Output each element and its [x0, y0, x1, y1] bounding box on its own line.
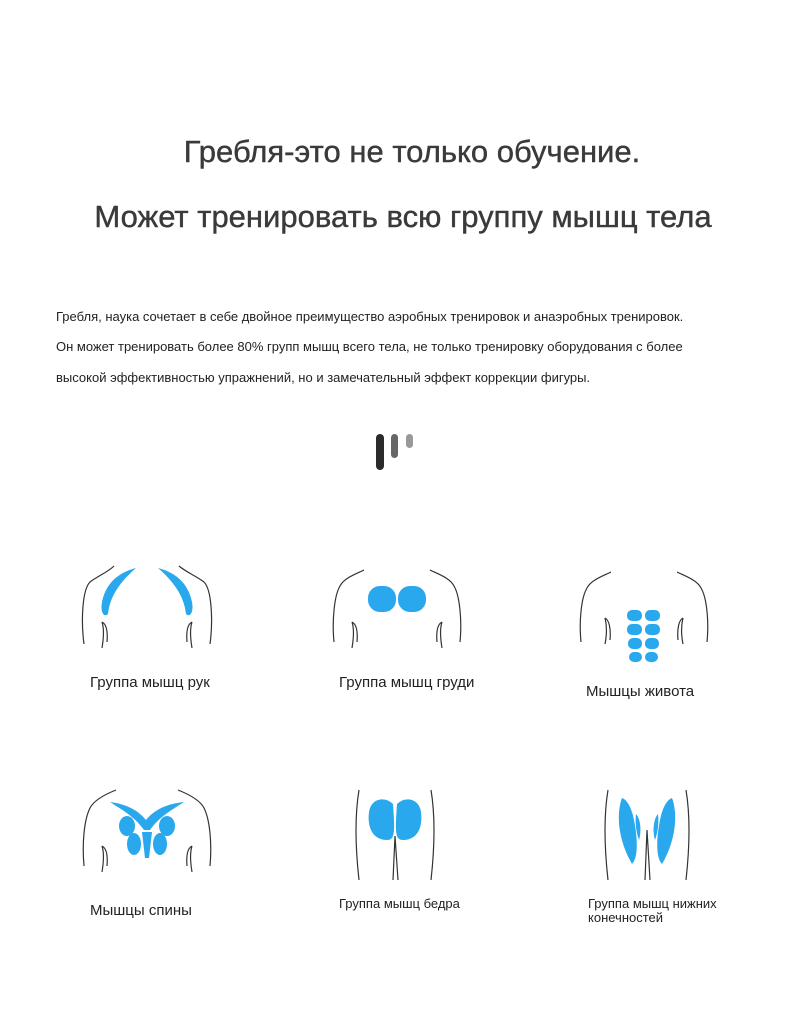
- brand-logo-icon: [374, 432, 416, 472]
- back-muscles-icon: [80, 780, 215, 880]
- hip-muscles-icon: [345, 784, 445, 884]
- description-line-1: Гребля, наука сочетает в себе двойное преимущество аэробных тренировок и анаэробных тренировок.: [56, 309, 684, 324]
- abdominal-muscles-icon: [577, 562, 712, 672]
- arm-muscles-icon: [80, 562, 215, 652]
- muscle-group-label-chest: Группа мышц груди: [339, 674, 475, 691]
- description-line-2: Он может тренировать более 80% групп мышц всего тела, не только тренировку оборудования с более: [56, 339, 683, 354]
- heading-line-1: Гребля-это не только обучение.: [183, 134, 641, 169]
- muscle-group-label-abs: Мышцы живота: [586, 683, 695, 700]
- muscle-group-label-back: Мышцы спины: [90, 902, 192, 919]
- chest-muscles-icon: [330, 562, 465, 652]
- heading-line-2: Может тренировать всю группу мышц тела: [94, 199, 712, 234]
- muscle-group-label-legs: Группа мышц нижних конечностей: [588, 896, 717, 925]
- muscle-group-label-arms: Группа мышц рук: [90, 674, 210, 691]
- description-line-3: высокой эффективностью упражнений, но и замечательный эффект коррекции фигуры.: [56, 370, 591, 385]
- leg-muscles-icon: [592, 784, 702, 884]
- muscle-group-label-hips: Группа мышц бедра: [339, 896, 460, 911]
